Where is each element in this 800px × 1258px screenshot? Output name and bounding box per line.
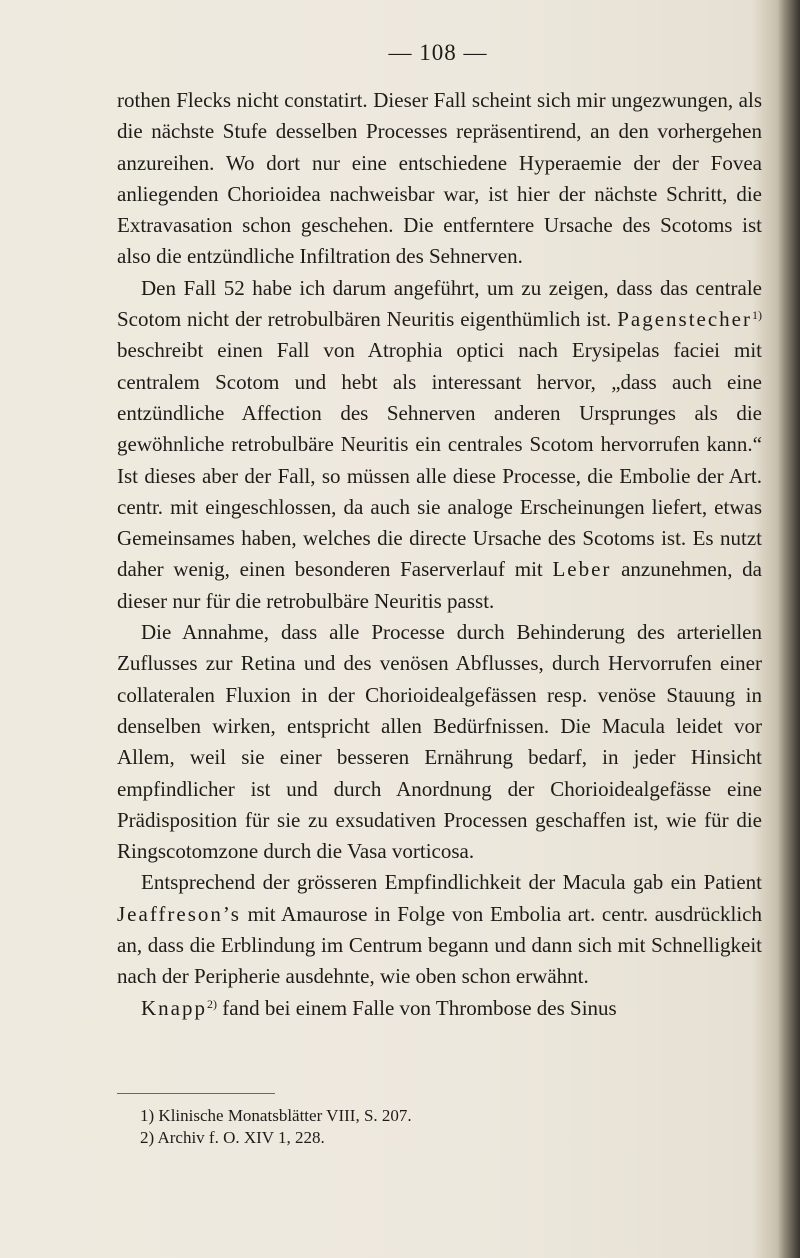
paragraph	[117, 867, 762, 992]
footnote-marker: 1)	[752, 308, 762, 323]
text-run: Den Fall 52 habe ich darum angeführt, um zu zeigen, dass das centrale Scotom nicht der retrobulbären Neuritis eigenthümlich ist.	[117, 275, 762, 332]
paragraph	[117, 993, 762, 1024]
body-text	[117, 85, 762, 1024]
text-run: anzunehmen, da dieser nur für die retrobulbäre Neuritis passt.	[117, 557, 762, 613]
author-name: Pagenstecher	[617, 307, 752, 332]
text-run: mit Amaurose in Folge von Embolia art. centr. ausdrücklich an, dass die Erblindung im Centrum begann und dann sich mit Schnelligkeit nach der Peripherie ausdehnte, wie oben schon erwähnt.	[117, 901, 762, 989]
footnote-divider	[117, 1093, 275, 1094]
text-run: beschreibt einen Fall von Atrophia optici nach Erysipelas faciei mit centralem Scotom und hebt als interessant hervor, „dass auch eine entzündliche Affection des Sehnerven anderen Ursprunges als die gewöhnliche retrobulbäre Neuritis ein centrales Scotom hervorrufen kann.“ Ist dieses aber der Fall, so müssen alle diese Processe, die Embolie der Art. centr. mit eingeschlossen, da auch sie analoge Erscheinungen liefert, etwas Gemeinsames haben, welches die directe Ursache des Scotoms ist. Es nutzt daher wenig, einen besonderen Faserverlauf mit	[117, 338, 762, 582]
author-name: Knapp	[141, 995, 207, 1020]
footnote-1: 1) Klinische Monatsblätter VIII, S. 207.	[140, 1106, 412, 1125]
author-name: Leber	[552, 557, 612, 582]
text-run: fand bei einem Falle von Thrombose des Sinus	[217, 995, 617, 1020]
text-run: Entsprechend der grösseren Empfindlichkeit der Macula gab ein Patient	[141, 870, 762, 895]
footnote-2: 2) Archiv f. O. XIV 1, 228.	[140, 1128, 325, 1147]
text-run: Die Annahme, dass alle Processe durch Behinderung des arteriellen Zuflusses zur Retina und des venösen Abflusses, durch Hervorrufen einer collateralen Fluxion in der Chorioidealgefässen resp. venöse Stauung in denselben wirken, entspricht allen Bedürfnissen. Die Macula leidet vor Allem, weil sie einer besseren Ernährung bedarf, in jeder Hinsicht empfindlicher ist und durch Anordnung der Chorioidealgefässe eine Prädisposition für sie zu exsudativen Processen geschaffen ist, wie für die Ringscotomzone durch die Vasa vorticosa.	[117, 620, 762, 864]
book-binding-shadow	[778, 0, 800, 1258]
paragraph	[117, 273, 762, 617]
paragraph	[117, 85, 762, 273]
paragraph	[117, 617, 762, 867]
page-number: — 108 —	[388, 40, 488, 65]
footnote-marker: 2)	[207, 996, 217, 1011]
footnotes	[140, 1105, 740, 1149]
author-name: Jeaffreson’s	[117, 901, 241, 926]
text-run: rothen Flecks nicht constatirt. Dieser Fall scheint sich mir ungezwungen, als die nächste Stufe desselben Processes repräsentirend, an den vorhergehen anzureihen. Wo dort nur eine entschiedene Hyperaemie der der Fovea anliegenden Chorioidea nachweisbar war, ist hier der nächste Schritt, die Extravasation schon geschehen. Die entferntere Ursache des Scotoms ist also die entzündliche Infiltration des Sehnerven.	[117, 88, 762, 269]
